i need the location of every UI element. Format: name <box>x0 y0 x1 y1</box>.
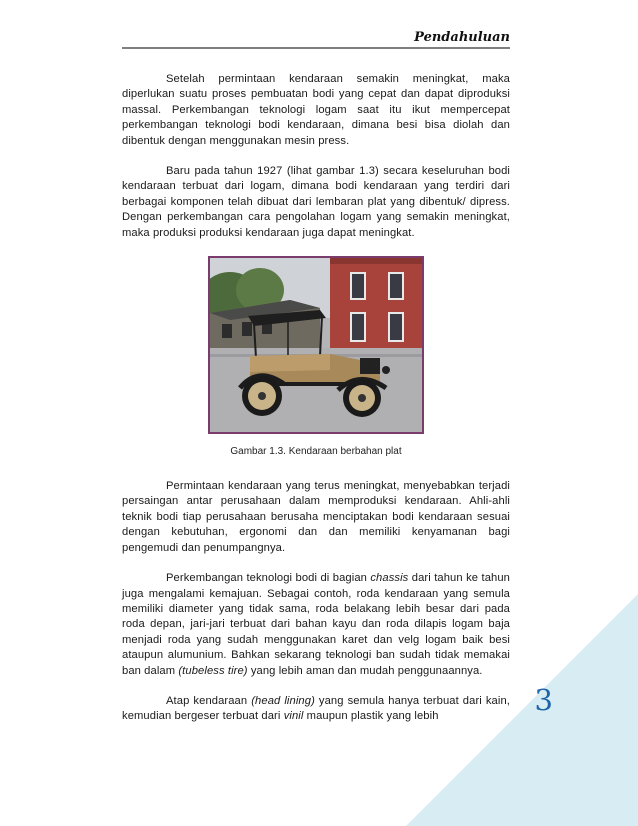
term-head-lining: (head lining) <box>251 694 315 707</box>
corner-triangle-decoration <box>406 594 638 826</box>
paragraph-5-text-a: Atap kendaraan <box>166 694 252 707</box>
paragraph-1: Setelah permintaan kendaraan semakin meningkat, maka diperlukan suatu proses pembuatan bodi yang cepat dan dapat diproduksi massal. Perkembangan teknologi logam saat itu ikut mempercepat perkembangan teknologi bodi kendaraan, dimana besi bisa diolah dan dibentuk dengan menggunakan mesin press. <box>122 73 510 147</box>
paragraph-2: Baru pada tahun 1927 (lihat gambar 1.3) secara keseluruhan bodi kendaraan terbuat dari logam, dimana bodi kendaraan yang terdiri dari berbagai komponen telah dibuat dari lembaran plat yang dibentuk/ dipress. Dengan perkembangan cara pengolahan logam yang semakin meningkat, maka produksi produksi kendaraan juga dapat meningkat. <box>122 165 510 239</box>
vintage-car-illustration <box>210 258 422 432</box>
paragraph-3: Permintaan kendaraan yang terus meningkat, menyebabkan terjadi persaingan antar perusahaan dalam memproduksi kendaraan. Ahli-ahli teknik bodi tiap perusahaan berusaha menciptakan bodi kendaraan sesuai dengan kebutuhan, ergonomi dan dan memiliki kenyamanan bagi pengemudi dan penumpangnya. <box>122 480 510 554</box>
paragraph-5-text-c: maupun plastik yang lebih <box>303 710 439 723</box>
running-header: Pendahuluan <box>414 30 510 45</box>
paragraph-4-text-b: dari tahun ke tahun juga mengalami kemajuan. Sebagai contoh, roda kendaraan yang semula memiliki diameter yang tidak sama, roda belakang lebih besar dari pada roda depan, jari-jari terbuat dari bahan kayu dan roda dilapis logam baja menjadi roda yang sudah menggunakan karet dan velg logam baik besi ataupun alumunium. Bahkan sekarang teknologi ban sudah tidak memakai ban dalam <box>122 572 510 677</box>
term-vinil: vinil <box>283 710 304 723</box>
term-chassis: chassis <box>370 572 409 585</box>
page-number: 3 <box>534 683 553 717</box>
figure-caption: Gambar 1.3. Kendaraan berbahan plat <box>230 446 402 458</box>
vintage-car-photo <box>208 256 424 434</box>
paragraph-4-text-c: yang lebih aman dan mudah penggunaannya. <box>247 664 483 677</box>
paragraph-4-text-a: Perkembangan teknologi bodi di bagian <box>166 572 371 585</box>
term-tubeless-tire: (tubeless tire) <box>178 664 248 677</box>
paragraph-5-text-b: yang semula hanya terbuat dari kain, kemudian bergeser terbuat dari <box>122 694 511 723</box>
header-rule <box>122 47 510 49</box>
